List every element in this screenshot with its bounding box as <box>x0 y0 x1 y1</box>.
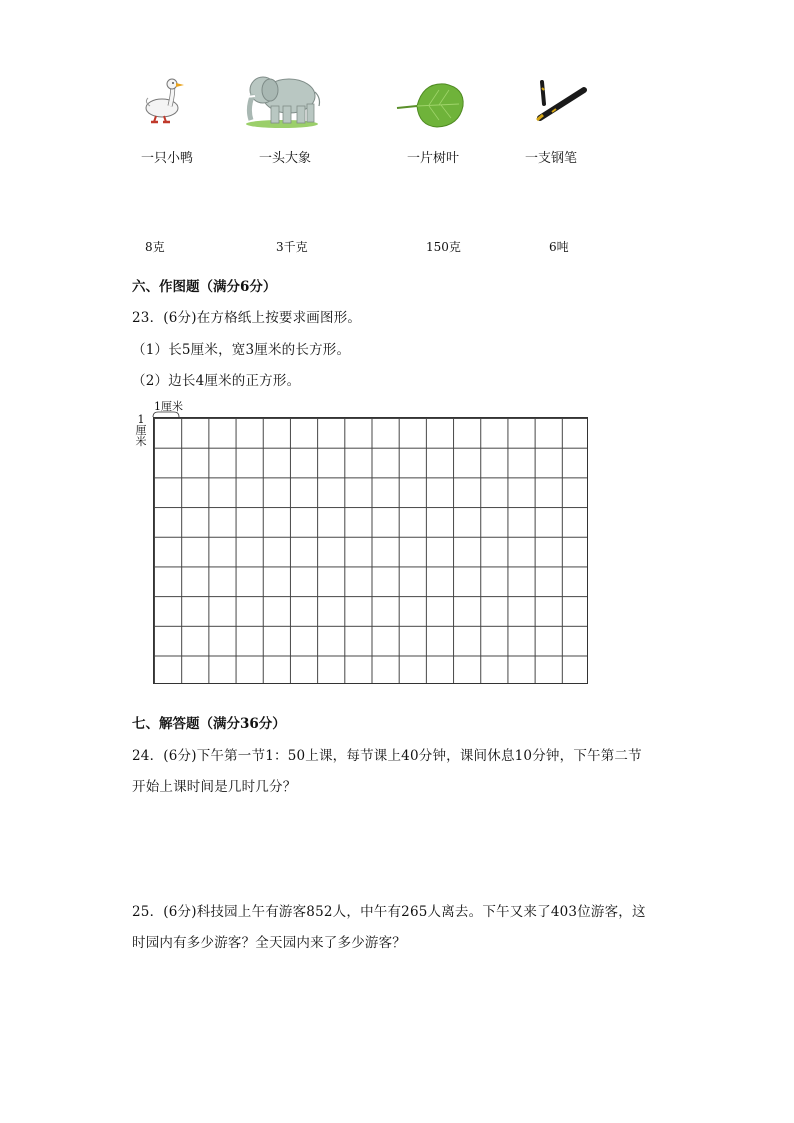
question-25-line-1: 25．(6分)科技园上午有游客852人，中午有265人离去。下午又来了403位游客，这 <box>132 904 646 920</box>
item-label-leaf: 一片树叶 <box>407 151 460 166</box>
weight-option: 3千克 <box>276 240 308 254</box>
item-label-duck: 一只小鸭 <box>141 151 194 166</box>
weight-option: 8克 <box>145 240 165 254</box>
leaf-icon <box>395 80 467 130</box>
unit-side-char: 厘 <box>135 424 147 437</box>
elephant-icon <box>237 68 327 130</box>
item-label-elephant: 一头大象 <box>259 151 312 166</box>
grid-unit-horizontal: 1厘米 <box>154 400 183 413</box>
question-25-line-2: 时园内有多少游客？全天园内来了多少游客？ <box>132 935 406 951</box>
question-23: 23．(6分)在方格纸上按要求画图形。 <box>132 310 362 326</box>
section-heading-answers: 七、解答题（满分36分） <box>132 716 286 732</box>
question-23-part-1: （1）长5厘米，宽3厘米的长方形。 <box>132 342 351 358</box>
pen-icon <box>534 80 592 122</box>
duck-icon <box>140 76 190 126</box>
unit-side-char: 米 <box>135 435 147 448</box>
item-label-pen: 一支钢笔 <box>525 151 578 166</box>
weight-option: 150克 <box>426 240 461 254</box>
grid-unit-vertical <box>135 414 147 447</box>
question-24-line-2: 开始上课时间是几时几分？ <box>132 779 297 795</box>
weight-option: 6吨 <box>549 240 569 254</box>
section-heading-drawing: 六、作图题（满分6分） <box>132 279 277 295</box>
question-24-line-1: 24．(6分)下午第一节1：50上课，每节课上40分钟，课间休息10分钟，下午第二节 <box>132 748 642 764</box>
question-23-part-2: （2）边长4厘米的正方形。 <box>132 373 301 389</box>
unit-side-char: 1 <box>137 413 145 426</box>
grid-paper[interactable] <box>153 417 588 684</box>
